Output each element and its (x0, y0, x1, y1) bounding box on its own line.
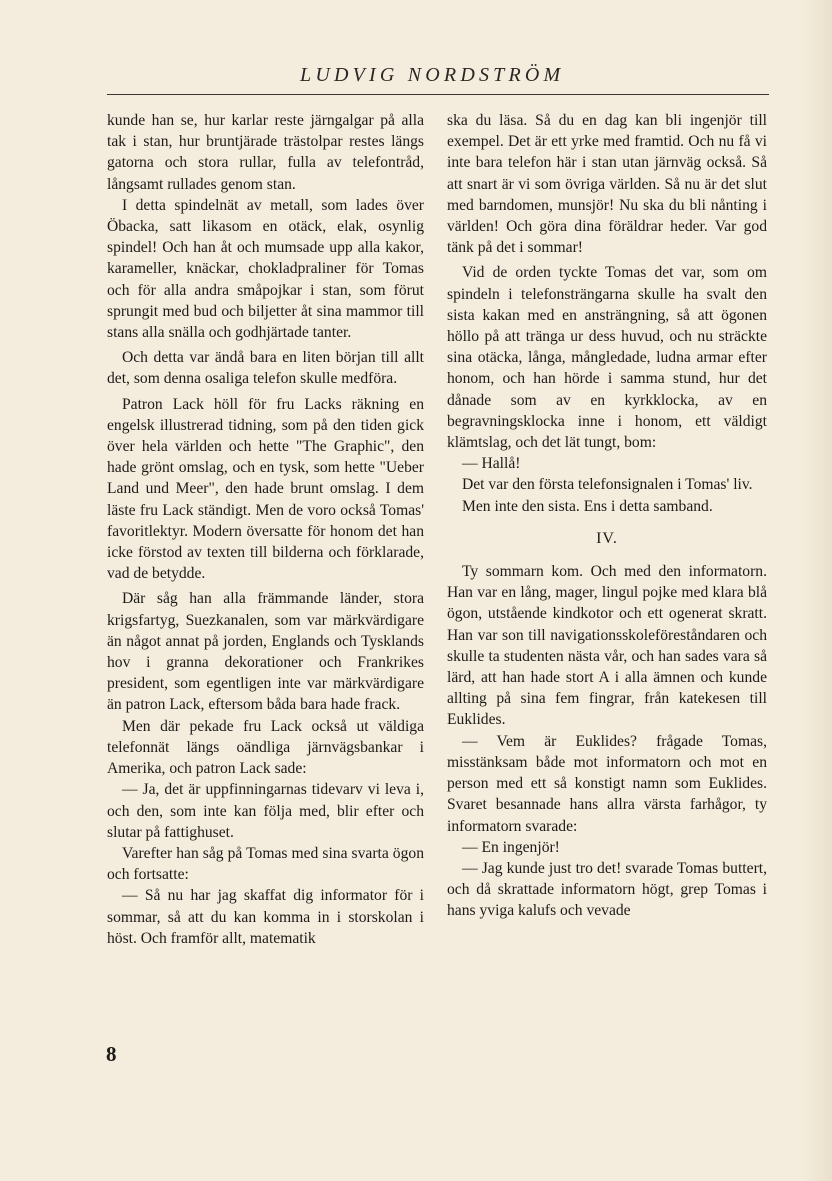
dialogue-line: — Jag kunde just tro det! svarade Tomas buttert, och då skrattade informatorn högt, grep Tomas i hans yviga kalufs och vevade (447, 859, 767, 920)
dialogue-line: — Vem är Euklides? frågade Tomas, misstänksam både mot informatorn och mot en person med ett så konstigt namn som Euklides. Svaret besannade hans allra värsta farhågor, ty informatorn svarade: (447, 732, 767, 835)
right-column (447, 110, 767, 922)
header-rule (107, 94, 769, 95)
paragraph: Patron Lack höll för fru Lacks räkning en engelsk illustrerad tidning, som på den tiden gick över hela världen och hette "The Graphic", den hade grönt omslag, och en tysk, som hette "Ueber Land und Meer", den hade brunt omslag. I dem läste fru Lack ständigt. Men de voro också Tomas' favoritlektyr. Modern översatte för honom det han icke förstod av texten till bilderna och förklarade, vad de betydde. (107, 395, 424, 583)
section-heading: IV. (596, 529, 618, 547)
page-edge-shadow (802, 0, 832, 1181)
paragraph: Men där pekade fru Lack också ut väldiga telefonnät längs oändliga järnvägsbankar i Amerika, och patron Lack sade: (107, 717, 424, 778)
paragraph: I detta spindelnät av metall, som lades över Öbacka, satt likasom en otäck, elak, osynlig spindel! Och han åt och mumsade upp alla kakor, karameller, knäckar, chokladpraliner för Tomas och för alla andra småpojkar i stan, som förut sprungit med bud och biljetter åt sina mammor till stans alla snälla och godhjärtade tanter. (107, 196, 424, 342)
paragraph: ska du läsa. Så du en dag kan bli ingenjör till exempel. Det är ett yrke med framtid. Och nu få vi inte bara telefon här i stan utan järnväg också. Så att snart är vi som övriga världen. Så nu är det slut med barndomen, munsjör! Nu ska du bli nånting i världen! Och göra dina föräldrar heder. Var god tänk på det i sommar! (447, 112, 767, 257)
paragraph: Och detta var ändå bara en liten början till allt det, som denna osaliga telefon skulle medföra. (107, 349, 424, 388)
dialogue-line: — Hallå! (462, 455, 521, 473)
paragraph: Det var den första telefonsignalen i Tomas' liv. (462, 476, 753, 494)
paragraph: Vid de orden tyckte Tomas det var, som om spindeln i telefonsträngarna skulle ha svalt den sista kakan med en ansträngning, så att ögonen höllo på att tränga ur dess huvud, och nu sträckte sina otäcka, långa, mångledade, ludna armar efter honom, och han hörde i samma stund, hur det dånade som av en kyrkklocka, av en begravningsklocka inne i honom, ett väldigt klämtslag, och det lät tungt, bom: (447, 264, 767, 452)
dialogue-line: — Ja, det är uppfinningarnas tidevarv vi leva i, och den, som inte kan följa med, blir efter och slutar på fattighuset. (107, 781, 424, 841)
dialogue-line: — Så nu har jag skaffat dig informator för i sommar, så att du kan komma in i storskolan i höst. Och framför allt, matematik (107, 887, 424, 947)
paragraph: kunde han se, hur karlar reste järngalgar på alla tak i stan, hur bruntjärade trästolpar restes längs gatorna och stora rullar, fulla av telefontråd, långsamt rullades genom stan. (107, 112, 424, 193)
paragraph: Men inte den sista. Ens i detta samband. (462, 497, 713, 515)
page-number: 8 (106, 1042, 117, 1066)
running-title: LUDVIG NORDSTRÖM (300, 64, 565, 86)
paragraph: Varefter han såg på Tomas med sina svarta ögon och fortsatte: (107, 844, 424, 884)
dialogue-line: — En ingenjör! (462, 838, 560, 856)
left-column (107, 110, 424, 949)
paragraph: Där såg han alla främmande länder, stora krigsfartyg, Suezkanalen, som var märkvärdigare än något annat på jorden, Englands och Tysklands hov i granna dekorationer och Frankrikes president, som egentligen inte var märkvärdigare än patron Lack, eftersom båda bara hade frack. (107, 590, 424, 714)
paragraph: Ty sommarn kom. Och med den informatorn. Han var en lång, mager, lingul pojke med klara blå ögon, utstående kindkotor och ett ogenerat skratt. Han var son till navigationsskoleföreståndaren och skulle ta studenten nästa vår, och han sades vara så lärd, att han hade stort A i alla ämnen och kunde allting på sina fem fingrar, från katekesen till Euklides. (447, 563, 767, 729)
